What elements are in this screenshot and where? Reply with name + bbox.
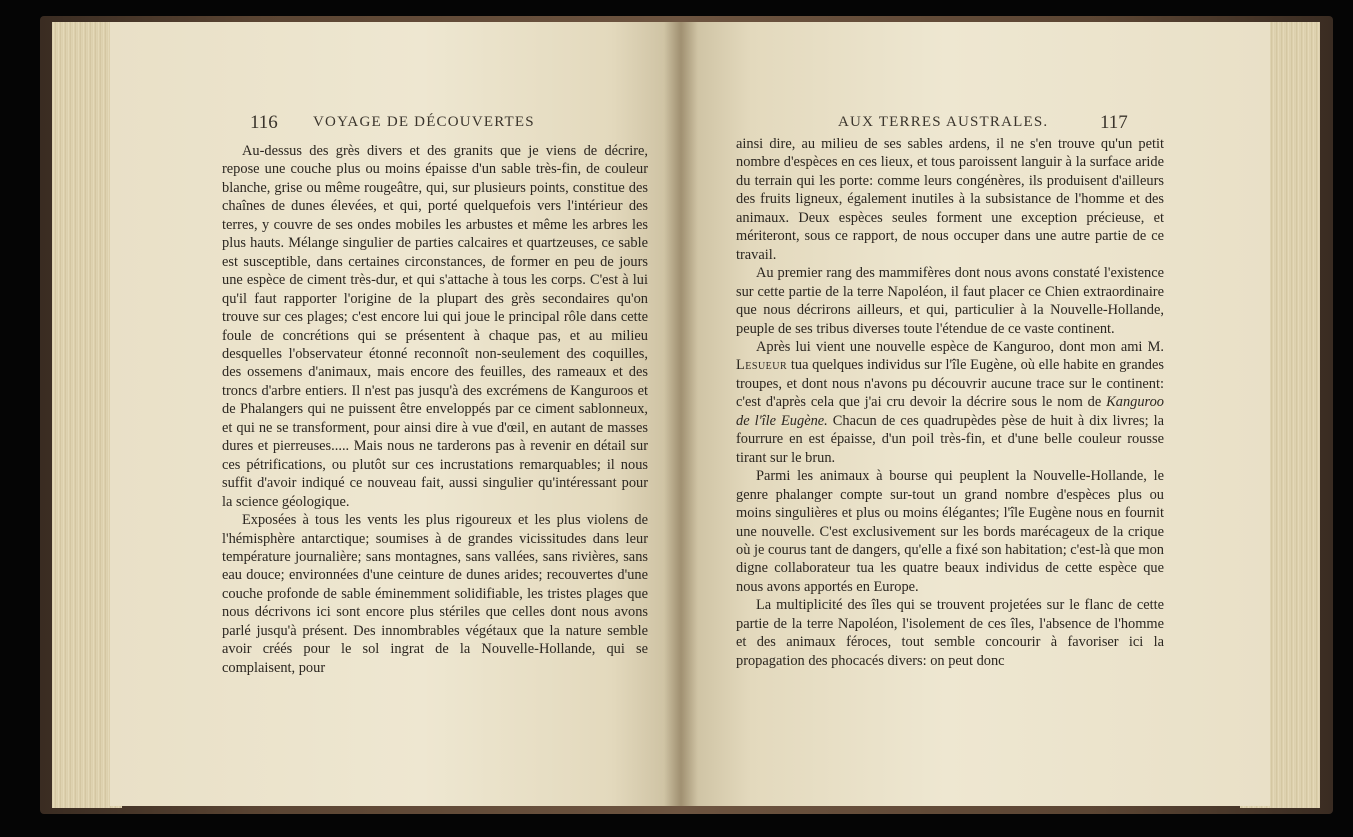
right-page <box>680 22 1270 806</box>
left-running-head: VOYAGE DE DÉCOUVERTES <box>313 114 535 130</box>
left-paragraph-2: Exposées à tous les vents les plus rigoureux et les plus violens de l'hémisphère antarctique; soumises à de grandes vicissitudes dans leur température journalière; sans montagnes, sans vallées, sans rivières, sans eau douce; environnées d'une ceinture de dunes arides; recouvertes d'une couche profonde de sable éminemment solidifiable, les tristes plages que nous décrivons ici sont encore plus stériles que celles dont nous avons parlé jusqu'à présent. Des innombrables végétaux que la nature semble avoir créés pour le sol ingrat de la Nouvelle-Hollande, qui se complaisent, pour <box>222 512 648 676</box>
right-paragraph-5: La multiplicité des îles qui se trouvent projetées sur le flanc de cette partie de la terre Napoléon, l'isolement de ces îles, l'absence de l'homme et des animaux féroces, tout semble concourir à favoriser ici la propagation des phocacés divers: on peut donc <box>736 597 1164 669</box>
right-page-text <box>736 135 1164 670</box>
right-page-number: 117 <box>1100 112 1128 133</box>
right-paragraph-2: Au premier rang des mammifères dont nous avons constaté l'existence sur cette partie de la terre Napoléon, il faut placer ce Chien extraordinaire que nous décrirons ailleurs, et qui, particulier à la Nouvelle-Hollande, peuple de ses tribus diverses toute l'étendue de ce vaste continent. <box>736 265 1164 337</box>
species-name: Kanguroo de l'île Eugène. <box>736 394 1164 429</box>
right-paragraph-4: Parmi les animaux à bourse qui peuplent la Nouvelle-Hollande, le genre phalanger compte sur-tout un grand nombre d'espèces plus ou moins singulières et plus ou moins élégantes; l'île Eugène nous en fournit une nouvelle. C'est exclusivement sur les bords marécageux de la crique où je courus tant de dangers, qu'elle a fixé son habitation; c'est-là que mon digne collaborateur tua les quatre beaux individus de cette espèce que nous avons apportés en Europe. <box>736 468 1164 595</box>
left-paragraph-1: Au-dessus des grès divers et des granits que je viens de décrire, repose une couche plus ou moins épaisse d'un sable très-fin, de couleur blanche, grise ou même rougeâtre, qui, sur plusieurs points, constitue des chaînes de dunes élevées, et qui, porté quelquefois vers l'intérieur des terres, y couvre de ses ondes mobiles les arbustes et même les arbres les plus hauts. Mélange singulier de parties calcaires et quartzeuses, ce sable est susceptible, dans certaines circonstances, de former en peu de jours une espèce de ciment très-dur, et qui s'attache à tous les corps. C'est à lui qu'il faut rapporter l'origine de la plupart des grès secondaires qu'on trouve sur ces plages; c'est encore lui qui joue le principal rôle dans cette foule de concrétions qui se présentent à chaque pas, et au milieu desquelles l'observateur étonné reconnoît non-seulement des coquilles, des ossemens d'animaux, mais encore des feuilles, des rameaux et des troncs d'arbre entiers. Il n'est pas jusqu'à des excrémens de Kanguroos et de Phalangers qui ne puissent être enveloppés par ce ciment sablonneux, et qui ne se transforment, pour ainsi dire à vue d'œil, en autant de masses dures et pierreuses..... Mais nous ne tarderons pas à revenir en détail sur ces pétrifications, ou plutôt sur ces incrustations remarquables; il nous suffit d'avoir indiqué ce nouveau fait, aussi singulier qu'intéressant pour la science géologique. <box>222 143 648 510</box>
book-gutter <box>664 22 698 806</box>
right-paragraph-1: ainsi dire, au milieu de ses sables ardens, il ne s'en trouve qu'un petit nombre d'espèces en ces lieux, et tous paroissent languir à la surface aride du terrain qui les porte: comme leurs congénères, ils produisent d'ailleurs des fruits ligneux, également inutiles à la subsistance de l'homme et des animaux. Deux espèces seules forment une exception précieuse, et mériteront, sous ce rapport, de nous occuper dans une autre partie de ce travail. <box>736 136 1164 263</box>
left-page-text <box>222 142 648 677</box>
author-name: Lesueur <box>736 357 788 374</box>
right-paragraph-3: Après lui vient une nouvelle espèce de Kanguroo, dont mon ami M. Lesueur tua quelques individus sur l'île Eugène, où elle habite en grandes troupes, et dont nous n'avons pu découvrir aucune trace sur le continent: c'est d'après cela que j'ai cru devoir la décrire sous le nom de Kanguroo de l'île Eugène. Chacun de ces quadrupèdes pèse de huit à dix livres; la fourrure en est épaisse, d'un poil très-fin, et d'une belle couleur rousse tirant sur le brun. <box>736 338 1164 466</box>
left-page <box>110 22 680 806</box>
right-running-head: AUX TERRES AUSTRALES. <box>838 114 1049 130</box>
left-page-number: 116 <box>250 112 278 133</box>
